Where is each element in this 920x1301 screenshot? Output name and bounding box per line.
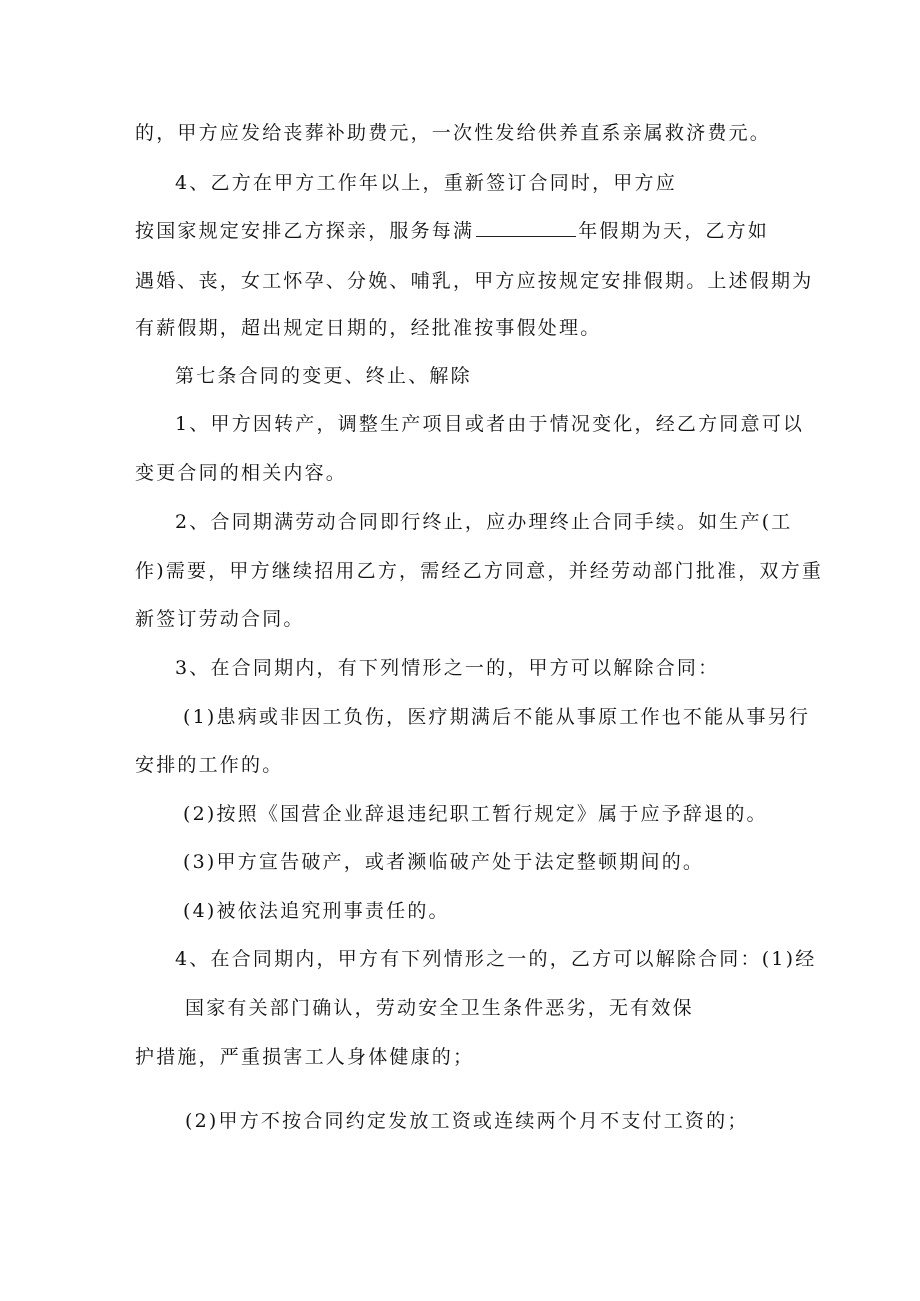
text-line: 的，甲方应发给丧葬补助费元，一次性发给供养直系亲属救济费元。 [135,122,772,144]
text-line: 1、甲方因转产，调整生产项目或者由于情况变化，经乙方同意可以 [175,413,805,435]
text-line: 有薪假期，超出规定日期的，经批准按事假处理。 [135,317,602,339]
text-line: 遇婚、丧，女工怀孕、分娩、哺乳，甲方应按规定安排假期。上述假期为 [135,270,814,292]
section-heading: 第七条合同的变更、终止、解除 [175,365,472,387]
text-line: 变更合同的相关内容。 [135,462,348,484]
text-line: 新签订劳动合同。 [135,608,305,630]
text-line: (4)被依法追究刑事责任的。 [183,900,450,922]
text-line: (2)按照《国营企业辞退违纪职工暂行规定》属于应予辞退的。 [183,803,768,825]
text-line: 作)需要，甲方继续招用乙方，需经乙方同意，并经劳动部门批准，双方重 [135,560,824,582]
text-line: 2、合同期满劳动合同即行终止，应办理终止合同手续。如生产(工 [175,511,793,533]
text-line: 4、乙方在甲方工作年以上，重新签订合同时，甲方应 [175,172,677,194]
text-line: 安排的工作的。 [135,754,284,776]
text-segment: 年假期为天，乙方如 [578,220,770,242]
text-line: 国家有关部门确认，劳动安全卫生条件恶劣，无有效保 [185,997,694,1019]
text-segment: 按国家规定安排乙方探亲，服务每满 [135,220,475,242]
text-line: (3)甲方宣告破产，或者濒临破产处于法定整顿期间的。 [183,851,705,873]
text-line: (2)甲方不按合同约定发放工资或连续两个月不支付工资的； [185,1110,749,1132]
fill-in-blank [476,220,576,237]
text-line: (1)患病或非因工负伤，医疗期满后不能从事原工作也不能从事另行 [183,706,811,728]
text-line: 护措施，严重损害工人身体健康的； [135,1046,475,1068]
text-line: 3、在合同期内，有下列情形之一的，甲方可以解除合同： [175,657,720,679]
text-line: 4、在合同期内，甲方有下列情形之一的，乙方可以解除合同：(1)经 [175,948,817,970]
text-line [135,219,769,243]
